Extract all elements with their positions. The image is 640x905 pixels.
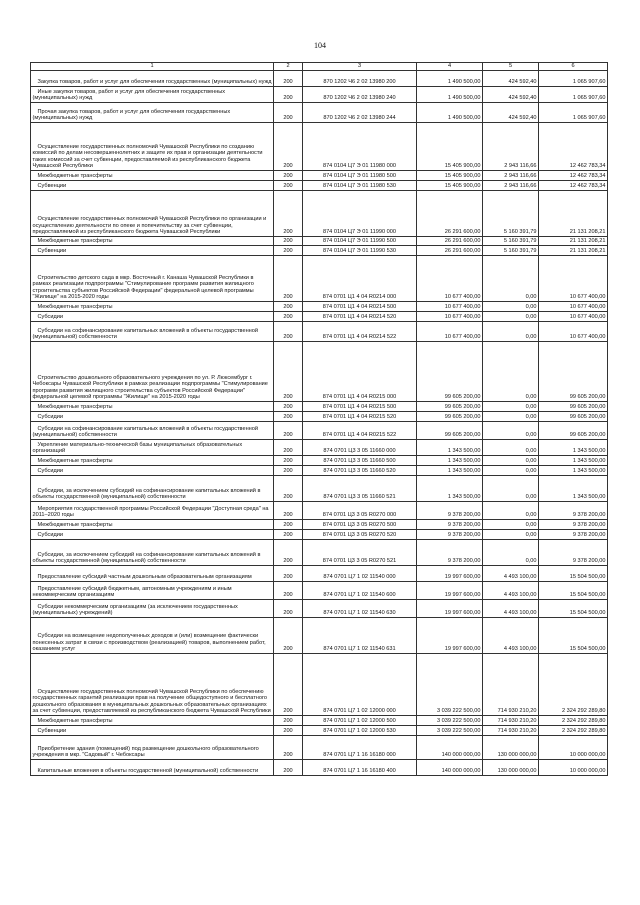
row-amount-cell: 19 997 600,00 [417,582,483,600]
row-amount-cell: 99 605 200,00 [539,342,608,402]
row-classification-cell: 874 0701 Ц3 3 05 R0270 520 [303,530,417,540]
row-name-cell: Субсидии, за исключением субсидий на софинансирование капитальных вложений в объекты государственной (муниципальной) собственности [31,476,274,502]
table-row [31,716,608,726]
row-classification-cell: 874 0104 Ц7 Э 01 11990 500 [303,237,417,246]
row-code-cell: 200 [274,654,303,716]
table-row [31,476,608,502]
row-code-cell: 200 [274,466,303,476]
row-amount-cell: 3 039 222 500,00 [417,716,483,726]
row-amount-cell: 4 493 100,00 [483,566,539,582]
row-amount-cell: 1 343 500,00 [417,476,483,502]
row-classification-cell: 874 0701 Ц3 3 05 11660 000 [303,440,417,456]
row-amount-cell: 1 490 500,00 [417,71,483,87]
row-code-cell: 200 [274,402,303,412]
row-amount-cell: 10 677 400,00 [417,322,483,342]
table-row [31,181,608,191]
row-code-cell: 200 [274,171,303,181]
row-amount-cell: 130 000 000,00 [483,760,539,776]
row-amount-cell: 0,00 [483,312,539,322]
table-row [31,736,608,760]
row-amount-cell: 5 160 391,79 [483,237,539,246]
row-name-cell: Приобретение здания (помещений) под размещение дошкольного образовательного учреждения в мкр. "Садовый" г. Чебоксары [31,736,274,760]
row-classification-cell: 874 0701 Ц7 1 16 16180 400 [303,760,417,776]
row-name-cell: Строительство детского сада в мкр. Восточный г. Канаша Чувашской Республики в рамках реализации подпрограммы "Стимулирование программ развития жилищного строительства субъектов Российской Федерации" федеральной целевой программы "Жилище" на 2015-2020 годы [31,256,274,302]
row-amount-cell: 0,00 [483,520,539,530]
row-name-cell: Предоставление субсидий бюджетным, автономным учреждениям и иным некоммерческим организациям [31,582,274,600]
row-amount-cell: 10 677 400,00 [539,312,608,322]
row-amount-cell: 0,00 [483,256,539,302]
row-amount-cell: 0,00 [483,502,539,520]
row-amount-cell: 1 343 500,00 [539,456,608,466]
row-classification-cell: 874 0701 Ц7 1 02 11540 600 [303,582,417,600]
row-classification-cell: 874 0701 Ц1 4 04 R0214 522 [303,322,417,342]
row-amount-cell: 9 378 200,00 [417,502,483,520]
table-row [31,237,608,246]
table-row [31,246,608,256]
row-amount-cell: 2 324 292 289,80 [539,726,608,736]
row-amount-cell: 15 405 900,00 [417,123,483,171]
table-row [31,342,608,402]
row-name-cell: Субсидии [31,466,274,476]
row-amount-cell: 10 000 000,00 [539,736,608,760]
row-amount-cell: 9 378 200,00 [417,540,483,566]
row-amount-cell: 1 065 907,60 [539,87,608,103]
row-classification-cell: 874 0104 Ц7 Э 01 11980 000 [303,123,417,171]
row-name-cell: Межбюджетные трансферты [31,171,274,181]
row-name-cell: Субсидии [31,312,274,322]
row-amount-cell: 1 065 907,60 [539,71,608,87]
row-classification-cell: 870 1202 Ч6 2 02 13980 240 [303,87,417,103]
row-name-cell: Мероприятия государственной программы Российской Федерации "Доступная среда" на 2011–2020 годы [31,502,274,520]
row-name-cell: Субсидии на возмещение недополученных доходов и (или) возмещение фактически понесенных затрат в связи с производством (реализацией) товаров, выполнением работ, оказанием услуг [31,618,274,654]
row-amount-cell: 1 343 500,00 [539,476,608,502]
row-amount-cell: 4 493 100,00 [483,582,539,600]
table-row [31,566,608,582]
row-name-cell: Субсидии, за исключением субсидий на софинансирование капитальных вложений в объекты государственной (муниципальной) собственности [31,540,274,566]
row-amount-cell: 99 605 200,00 [417,412,483,422]
row-amount-cell: 424 592,40 [483,71,539,87]
budget-table [30,62,608,776]
row-amount-cell: 0,00 [483,456,539,466]
row-name-cell: Межбюджетные трансферты [31,302,274,312]
row-name-cell: Межбюджетные трансферты [31,716,274,726]
table-row [31,256,608,302]
row-classification-cell: 874 0701 Ц1 4 04 R0215 000 [303,342,417,402]
row-name-cell: Строительство дошкольного образовательного учреждения по ул. Р. Люксембург г. Чебоксары Чувашской Республики в рамках реализации подпрограммы "Стимулирование программ развития жилищного строительства субъектов Российской Федерации" федеральной целевой программы "Жилище" на 2015-2020 годы [31,342,274,402]
row-amount-cell: 0,00 [483,402,539,412]
row-classification-cell: 874 0701 Ц3 3 05 R0270 000 [303,502,417,520]
row-code-cell: 200 [274,760,303,776]
row-amount-cell: 1 343 500,00 [539,440,608,456]
row-code-cell: 200 [274,246,303,256]
table-row [31,618,608,654]
row-amount-cell: 19 997 600,00 [417,566,483,582]
table-row [31,422,608,440]
row-name-cell: Межбюджетные трансферты [31,520,274,530]
row-name-cell: Межбюджетные трансферты [31,237,274,246]
row-amount-cell: 130 000 000,00 [483,736,539,760]
row-amount-cell: 15 405 900,00 [417,181,483,191]
row-amount-cell: 15 504 500,00 [539,582,608,600]
row-amount-cell: 0,00 [483,302,539,312]
row-classification-cell: 870 1202 Ч6 2 02 13980 200 [303,71,417,87]
row-name-cell: Предоставление субсидий частным дошкольным образовательным организациям [31,566,274,582]
column-header: 3 [303,63,417,71]
row-classification-cell: 874 0104 Ц7 Э 01 11990 000 [303,191,417,237]
row-amount-cell: 1 490 500,00 [417,87,483,103]
row-code-cell: 200 [274,71,303,87]
row-amount-cell: 26 291 600,00 [417,246,483,256]
row-code-cell: 200 [274,726,303,736]
row-amount-cell: 0,00 [483,412,539,422]
row-amount-cell: 19 997 600,00 [417,618,483,654]
row-amount-cell: 99 605 200,00 [417,402,483,412]
table-row [31,123,608,171]
row-classification-cell: 874 0701 Ц3 3 05 11660 500 [303,456,417,466]
row-code-cell: 200 [274,716,303,726]
table-row [31,71,608,87]
row-classification-cell: 874 0701 Ц3 3 05 R0270 521 [303,540,417,566]
row-amount-cell: 9 378 200,00 [417,520,483,530]
row-amount-cell: 0,00 [483,422,539,440]
row-amount-cell: 0,00 [483,476,539,502]
row-name-cell: Межбюджетные трансферты [31,456,274,466]
row-classification-cell: 874 0701 Ц7 1 02 11540 000 [303,566,417,582]
table-row [31,191,608,237]
row-classification-cell: 874 0701 Ц7 1 02 11540 631 [303,618,417,654]
row-amount-cell: 4 493 100,00 [483,618,539,654]
row-classification-cell: 874 0701 Ц1 4 04 R0214 500 [303,302,417,312]
row-classification-cell: 874 0701 Ц1 4 04 R0215 520 [303,412,417,422]
row-amount-cell: 1 343 500,00 [417,466,483,476]
row-amount-cell: 2 943 116,66 [483,181,539,191]
row-amount-cell: 99 605 200,00 [539,402,608,412]
row-code-cell: 200 [274,302,303,312]
row-name-cell: Межбюджетные трансферты [31,402,274,412]
row-amount-cell: 21 131 208,21 [539,246,608,256]
row-code-cell: 200 [274,456,303,466]
row-amount-cell: 21 131 208,21 [539,237,608,246]
table-row [31,726,608,736]
column-header: 4 [417,63,483,71]
row-classification-cell: 874 0701 Ц7 1 02 12000 000 [303,654,417,716]
row-classification-cell: 870 1202 Ч6 2 02 13980 244 [303,103,417,123]
row-amount-cell: 12 462 783,34 [539,171,608,181]
row-amount-cell: 1 343 500,00 [417,440,483,456]
table-row [31,103,608,123]
table-row [31,520,608,530]
row-code-cell: 200 [274,181,303,191]
row-amount-cell: 9 378 200,00 [539,502,608,520]
row-name-cell: Осуществление государственных полномочий Чувашской Республики по созданию комиссий по делам несовершеннолетних и защите их прав и организации деятельности таких комиссий за счет субвенции, предоставляемой из республиканского бюджета Чувашской Республики [31,123,274,171]
row-code-cell: 200 [274,322,303,342]
row-code-cell: 200 [274,600,303,618]
row-code-cell: 200 [274,123,303,171]
row-code-cell: 200 [274,422,303,440]
row-amount-cell: 2 943 116,66 [483,171,539,181]
row-code-cell: 200 [274,520,303,530]
row-amount-cell: 1 065 907,60 [539,103,608,123]
row-code-cell: 200 [274,618,303,654]
row-amount-cell: 4 493 100,00 [483,600,539,618]
table-row [31,582,608,600]
row-amount-cell: 10 677 400,00 [417,312,483,322]
row-name-cell: Субсидии на софинансирование капитальных вложений в объекты государственной (муниципальной) собственности [31,322,274,342]
row-code-cell: 200 [274,566,303,582]
row-amount-cell: 5 160 391,79 [483,246,539,256]
row-name-cell: Прочая закупка товаров, работ и услуг для обеспечения государственных (муниципальных) нужд [31,103,274,123]
row-classification-cell: 874 0701 Ц1 4 04 R0214 000 [303,256,417,302]
row-amount-cell: 10 677 400,00 [539,322,608,342]
table-row [31,456,608,466]
row-classification-cell: 874 0104 Ц7 Э 01 11980 530 [303,181,417,191]
row-classification-cell: 874 0701 Ц1 4 04 R0214 520 [303,312,417,322]
row-amount-cell: 424 592,40 [483,87,539,103]
row-amount-cell: 12 462 783,34 [539,123,608,171]
row-code-cell: 200 [274,440,303,456]
table-row [31,440,608,456]
row-classification-cell: 874 0104 Ц7 Э 01 11980 500 [303,171,417,181]
row-amount-cell: 0,00 [483,540,539,566]
row-amount-cell: 19 997 600,00 [417,600,483,618]
row-amount-cell: 714 930 210,20 [483,716,539,726]
table-row [31,502,608,520]
table-row [31,466,608,476]
row-amount-cell: 15 504 500,00 [539,600,608,618]
row-amount-cell: 99 605 200,00 [417,422,483,440]
table-row [31,302,608,312]
row-amount-cell: 2 324 292 289,80 [539,654,608,716]
table-row [31,654,608,716]
row-name-cell: Субсидии некоммерческим организациям (за исключением государственных (муниципальных) учреждений) [31,600,274,618]
row-amount-cell: 0,00 [483,466,539,476]
row-classification-cell: 874 0701 Ц3 3 05 11660 521 [303,476,417,502]
row-amount-cell: 10 000 000,00 [539,760,608,776]
row-classification-cell: 874 0701 Ц7 1 02 12000 500 [303,716,417,726]
row-classification-cell: 874 0701 Ц1 4 04 R0215 500 [303,402,417,412]
row-code-cell: 200 [274,103,303,123]
row-amount-cell: 9 378 200,00 [539,530,608,540]
row-name-cell: Закупка товаров, работ и услуг для обеспечения государственных (муниципальных) нужд [31,71,274,87]
row-amount-cell: 9 378 200,00 [539,520,608,530]
page-number: 104 [314,41,326,50]
row-classification-cell: 874 0701 Ц3 3 05 11660 520 [303,466,417,476]
row-amount-cell: 0,00 [483,322,539,342]
row-name-cell: Субсидии на софинансирование капитальных вложений в объекты государственной (муниципальной) собственности [31,422,274,440]
column-header: 1 [31,63,274,71]
row-code-cell: 200 [274,530,303,540]
table-row [31,87,608,103]
row-amount-cell: 424 592,40 [483,103,539,123]
table-header-row [31,63,608,71]
row-code-cell: 200 [274,502,303,520]
row-amount-cell: 714 930 210,20 [483,726,539,736]
row-amount-cell: 21 131 208,21 [539,191,608,237]
column-header: 5 [483,63,539,71]
column-header: 6 [539,63,608,71]
table-row [31,402,608,412]
row-amount-cell: 10 677 400,00 [539,256,608,302]
row-amount-cell: 15 504 500,00 [539,618,608,654]
row-amount-cell: 15 405 900,00 [417,171,483,181]
row-code-cell: 200 [274,476,303,502]
row-name-cell: Субвенции [31,181,274,191]
row-amount-cell: 26 291 600,00 [417,237,483,246]
table-row [31,600,608,618]
row-code-cell: 200 [274,540,303,566]
row-name-cell: Субсидии [31,530,274,540]
row-amount-cell: 3 039 222 500,00 [417,654,483,716]
row-code-cell: 200 [274,342,303,402]
row-amount-cell: 10 677 400,00 [539,302,608,312]
table-row [31,540,608,566]
row-name-cell: Субсидии [31,412,274,422]
row-amount-cell: 5 160 391,79 [483,191,539,237]
row-amount-cell: 9 378 200,00 [417,530,483,540]
row-amount-cell: 26 291 600,00 [417,191,483,237]
table-row [31,322,608,342]
row-code-cell: 200 [274,736,303,760]
table-row [31,530,608,540]
table-row [31,312,608,322]
row-classification-cell: 874 0104 Ц7 Э 01 11990 530 [303,246,417,256]
row-amount-cell: 1 343 500,00 [539,466,608,476]
column-header: 2 [274,63,303,71]
row-name-cell: Субвенции [31,726,274,736]
row-code-cell: 200 [274,312,303,322]
row-amount-cell: 1 343 500,00 [417,456,483,466]
row-code-cell: 200 [274,412,303,422]
row-classification-cell: 874 0701 Ц7 1 16 16180 000 [303,736,417,760]
table-row [31,412,608,422]
row-name-cell: Капитальные вложения в объекты государственной (муниципальной) собственности [31,760,274,776]
row-amount-cell: 2 324 292 289,80 [539,716,608,726]
row-amount-cell: 3 039 222 500,00 [417,726,483,736]
table-row [31,760,608,776]
row-name-cell: Укрепление материально-технической базы муниципальных образовательных организаций [31,440,274,456]
row-amount-cell: 1 490 500,00 [417,103,483,123]
row-amount-cell: 15 504 500,00 [539,566,608,582]
row-name-cell: Осуществление государственных полномочий Чувашской Республики по обеспечению государственных гарантий реализации прав на получение общедоступного и бесплатного дошкольного образования в муниципальных дошкольных образовательных организациях за счет субвенции, предоставляемой из республиканского бюджета Чувашской Республики [31,654,274,716]
row-amount-cell: 140 000 000,00 [417,760,483,776]
row-classification-cell: 874 0701 Ц7 1 02 11540 630 [303,600,417,618]
row-classification-cell: 874 0701 Ц7 1 02 12000 530 [303,726,417,736]
row-amount-cell: 99 605 200,00 [539,422,608,440]
row-amount-cell: 9 378 200,00 [539,540,608,566]
row-amount-cell: 0,00 [483,342,539,402]
row-amount-cell: 99 605 200,00 [539,412,608,422]
row-amount-cell: 99 605 200,00 [417,342,483,402]
row-amount-cell: 10 677 400,00 [417,302,483,312]
row-name-cell: Субвенции [31,246,274,256]
row-classification-cell: 874 0701 Ц3 3 05 R0270 500 [303,520,417,530]
row-code-cell: 200 [274,87,303,103]
row-code-cell: 200 [274,256,303,302]
row-classification-cell: 874 0701 Ц1 4 04 R0215 522 [303,422,417,440]
row-name-cell: Иные закупки товаров, работ и услуг для обеспечения государственных (муниципальных) нужд [31,87,274,103]
row-code-cell: 200 [274,191,303,237]
row-amount-cell: 10 677 400,00 [417,256,483,302]
row-name-cell: Осуществление государственных полномочий Чувашской Республики по организации и осуществлению деятельности по опеке и попечительству за счет субвенции, предоставляемой из республиканского бюджета Чувашской Республики [31,191,274,237]
row-code-cell: 200 [274,582,303,600]
row-code-cell: 200 [274,237,303,246]
row-amount-cell: 0,00 [483,440,539,456]
row-amount-cell: 140 000 000,00 [417,736,483,760]
row-amount-cell: 0,00 [483,530,539,540]
row-amount-cell: 2 943 116,66 [483,123,539,171]
row-amount-cell: 714 930 210,20 [483,654,539,716]
row-amount-cell: 12 462 783,34 [539,181,608,191]
table-row [31,171,608,181]
